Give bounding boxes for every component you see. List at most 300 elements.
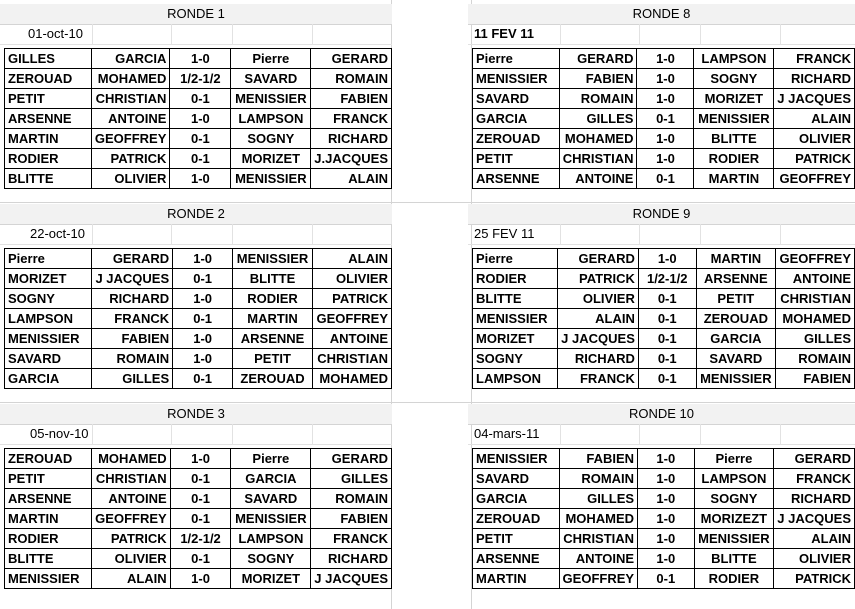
round-date: 22-oct-10 bbox=[30, 226, 85, 241]
round-block bbox=[468, 4, 855, 200]
player-first-name[interactable]: GERARD bbox=[559, 49, 637, 69]
player-last-name[interactable]: MENISSIER bbox=[473, 69, 560, 89]
games-table bbox=[472, 448, 855, 589]
game-row bbox=[473, 569, 855, 589]
player-last-name[interactable]: GARCIA bbox=[473, 109, 560, 129]
opponent-last-name[interactable]: MARTIN bbox=[696, 249, 776, 269]
player-first-name[interactable]: ANTOINE bbox=[559, 169, 637, 189]
player-first-name[interactable]: GILLES bbox=[559, 489, 638, 509]
grid-line bbox=[639, 224, 640, 244]
player-last-name[interactable]: MARTIN bbox=[5, 509, 92, 529]
opponent-first-name[interactable]: GILLES bbox=[311, 469, 392, 489]
player-last-name[interactable]: RODIER bbox=[5, 149, 92, 169]
games-table bbox=[472, 48, 855, 189]
player-last-name[interactable]: GILLES bbox=[5, 49, 92, 69]
player-last-name[interactable]: BLITTE bbox=[473, 289, 558, 309]
opponent-last-name[interactable]: RODIER bbox=[694, 149, 774, 169]
grid-line bbox=[232, 24, 233, 44]
opponent-first-name[interactable]: CHRISTIAN bbox=[776, 289, 855, 309]
player-last-name[interactable]: ARSENNE bbox=[5, 109, 92, 129]
player-first-name[interactable]: GARCIA bbox=[91, 49, 170, 69]
opponent-first-name[interactable]: FABIEN bbox=[776, 369, 855, 389]
opponent-last-name[interactable]: MENISSIER bbox=[694, 529, 774, 549]
opponent-last-name[interactable]: PETIT bbox=[233, 349, 313, 369]
game-score[interactable]: 1-0 bbox=[637, 89, 694, 109]
grid-line bbox=[232, 224, 233, 244]
opponent-last-name[interactable]: SOGNY bbox=[231, 129, 311, 149]
opponent-first-name[interactable]: ALAIN bbox=[311, 169, 392, 189]
game-row bbox=[5, 449, 392, 469]
player-first-name[interactable]: PATRICK bbox=[92, 529, 171, 549]
player-last-name[interactable]: MORIZET bbox=[5, 269, 92, 289]
opponent-first-name[interactable]: RICHARD bbox=[311, 549, 392, 569]
game-score[interactable]: 1-0 bbox=[637, 49, 694, 69]
opponent-first-name[interactable]: FRANCK bbox=[774, 49, 855, 69]
game-row bbox=[473, 109, 855, 129]
player-last-name[interactable]: MENISSIER bbox=[5, 569, 92, 589]
game-row bbox=[473, 349, 855, 369]
opponent-first-name[interactable]: RICHARD bbox=[774, 489, 855, 509]
player-last-name[interactable]: BLITTE bbox=[5, 549, 92, 569]
game-row bbox=[473, 369, 855, 389]
game-row bbox=[473, 529, 855, 549]
player-first-name[interactable]: ANTOINE bbox=[559, 549, 638, 569]
player-last-name[interactable]: BLITTE bbox=[5, 169, 92, 189]
opponent-last-name[interactable]: GARCIA bbox=[696, 329, 776, 349]
player-last-name[interactable]: LAMPSON bbox=[5, 309, 92, 329]
opponent-first-name[interactable]: FRANCK bbox=[311, 529, 392, 549]
opponent-last-name[interactable]: GARCIA bbox=[231, 469, 311, 489]
game-row bbox=[5, 249, 392, 269]
player-first-name[interactable]: OLIVIER bbox=[558, 289, 639, 309]
player-last-name[interactable]: ZEROUAD bbox=[473, 129, 560, 149]
game-score[interactable]: 1/2-1/2 bbox=[170, 529, 231, 549]
game-score[interactable]: 0-1 bbox=[638, 289, 696, 309]
game-row bbox=[5, 529, 392, 549]
player-first-name[interactable]: FABIEN bbox=[559, 449, 638, 469]
game-row bbox=[5, 109, 392, 129]
game-score[interactable]: 1-0 bbox=[638, 449, 694, 469]
player-last-name[interactable]: ARSENNE bbox=[5, 489, 92, 509]
date-row bbox=[468, 224, 855, 245]
player-first-name[interactable]: ROMAIN bbox=[92, 349, 173, 369]
opponent-last-name[interactable]: RODIER bbox=[694, 569, 774, 589]
opponent-first-name[interactable]: GEOFFREY bbox=[774, 169, 855, 189]
game-score[interactable]: 0-1 bbox=[170, 149, 231, 169]
opponent-first-name[interactable]: OLIVIER bbox=[774, 549, 855, 569]
game-score[interactable]: 0-1 bbox=[170, 509, 231, 529]
game-row bbox=[5, 369, 392, 389]
opponent-first-name[interactable]: FRANCK bbox=[311, 109, 392, 129]
opponent-last-name[interactable]: MORIZET bbox=[231, 149, 311, 169]
game-row bbox=[5, 89, 392, 109]
game-row bbox=[473, 509, 855, 529]
opponent-first-name[interactable]: ANTOINE bbox=[313, 329, 392, 349]
game-score[interactable]: 0-1 bbox=[638, 309, 696, 329]
player-first-name[interactable]: MOHAMED bbox=[559, 129, 637, 149]
date-row bbox=[468, 424, 855, 445]
grid-line bbox=[92, 224, 93, 244]
player-first-name[interactable]: GERARD bbox=[558, 249, 639, 269]
player-first-name[interactable]: FRANCK bbox=[558, 369, 639, 389]
round-block bbox=[468, 204, 855, 400]
opponent-first-name[interactable]: J JACQUES bbox=[311, 569, 392, 589]
grid-line bbox=[171, 224, 172, 244]
opponent-first-name[interactable]: J JACQUES bbox=[774, 89, 855, 109]
opponent-first-name[interactable]: J JACQUES bbox=[774, 509, 855, 529]
opponent-first-name[interactable]: MOHAMED bbox=[776, 309, 855, 329]
round-date: 04-mars-11 bbox=[474, 426, 540, 441]
game-row bbox=[5, 329, 392, 349]
player-first-name[interactable]: PATRICK bbox=[558, 269, 639, 289]
date-row bbox=[0, 424, 392, 445]
game-row bbox=[473, 329, 855, 349]
game-row bbox=[473, 469, 855, 489]
opponent-last-name[interactable]: SAVARD bbox=[231, 69, 311, 89]
player-first-name[interactable]: GEOFFREY bbox=[559, 569, 638, 589]
opponent-first-name[interactable]: ALAIN bbox=[774, 529, 855, 549]
grid-line bbox=[780, 424, 781, 444]
opponent-last-name[interactable]: BLITTE bbox=[694, 129, 774, 149]
game-score[interactable]: 1-0 bbox=[173, 349, 233, 369]
player-last-name[interactable]: Pierre bbox=[5, 249, 92, 269]
game-score[interactable]: 0-1 bbox=[638, 349, 696, 369]
opponent-last-name[interactable]: MENISSIER bbox=[231, 509, 311, 529]
game-score[interactable]: 1-0 bbox=[638, 509, 694, 529]
opponent-last-name[interactable]: Pierre bbox=[231, 449, 311, 469]
grid-line bbox=[92, 24, 93, 44]
player-first-name[interactable]: ROMAIN bbox=[559, 469, 638, 489]
opponent-last-name[interactable]: PETIT bbox=[696, 289, 776, 309]
round-date: 01-oct-10 bbox=[28, 26, 83, 41]
grid-line bbox=[639, 24, 640, 44]
opponent-first-name[interactable]: GERARD bbox=[311, 49, 392, 69]
player-first-name[interactable]: ALAIN bbox=[92, 569, 171, 589]
opponent-first-name[interactable]: ROMAIN bbox=[311, 489, 392, 509]
opponent-last-name[interactable]: MARTIN bbox=[694, 169, 774, 189]
opponent-first-name[interactable]: ROMAIN bbox=[776, 349, 855, 369]
game-score[interactable]: 0-1 bbox=[170, 89, 231, 109]
game-row bbox=[473, 49, 855, 69]
game-score[interactable]: 1-0 bbox=[637, 69, 694, 89]
opponent-first-name[interactable]: OLIVIER bbox=[774, 129, 855, 149]
player-first-name[interactable]: RICHARD bbox=[92, 289, 173, 309]
games-table bbox=[4, 448, 392, 589]
date-row bbox=[468, 24, 855, 45]
player-last-name[interactable]: SAVARD bbox=[5, 349, 92, 369]
grid-line bbox=[312, 224, 313, 244]
game-score[interactable]: 1-0 bbox=[638, 489, 694, 509]
game-row bbox=[5, 49, 392, 69]
opponent-last-name[interactable]: MENISSIER bbox=[694, 109, 774, 129]
opponent-last-name[interactable]: MENISSIER bbox=[233, 249, 313, 269]
game-score[interactable]: 1-0 bbox=[638, 529, 694, 549]
game-row bbox=[5, 469, 392, 489]
opponent-last-name[interactable]: Pierre bbox=[694, 449, 774, 469]
player-first-name[interactable]: ALAIN bbox=[558, 309, 639, 329]
round-title: RONDE 3 bbox=[0, 404, 392, 425]
round-title: RONDE 8 bbox=[468, 4, 855, 25]
game-score[interactable]: 1-0 bbox=[637, 129, 694, 149]
opponent-last-name[interactable]: MORIZEZT bbox=[694, 509, 774, 529]
game-row bbox=[473, 489, 855, 509]
player-last-name[interactable]: ARSENNE bbox=[473, 169, 560, 189]
game-score[interactable]: 0-1 bbox=[637, 109, 694, 129]
round-date: 05-nov-10 bbox=[30, 426, 89, 441]
player-last-name[interactable]: LAMPSON bbox=[473, 369, 558, 389]
game-score[interactable]: 1-0 bbox=[173, 289, 233, 309]
opponent-first-name[interactable]: GEOFFREY bbox=[776, 249, 855, 269]
game-score[interactable]: 0-1 bbox=[170, 489, 231, 509]
player-last-name[interactable]: ZEROUAD bbox=[473, 509, 560, 529]
game-row bbox=[5, 69, 392, 89]
opponent-last-name[interactable]: LAMPSON bbox=[694, 49, 774, 69]
game-score[interactable]: 0-1 bbox=[638, 329, 696, 349]
opponent-first-name[interactable]: FABIEN bbox=[311, 89, 392, 109]
player-last-name[interactable]: ZEROUAD bbox=[5, 69, 92, 89]
game-score[interactable]: 0-1 bbox=[638, 569, 694, 589]
player-first-name[interactable]: FABIEN bbox=[559, 69, 637, 89]
player-first-name[interactable]: ROMAIN bbox=[559, 89, 637, 109]
opponent-first-name[interactable]: PATRICK bbox=[774, 149, 855, 169]
date-row bbox=[0, 224, 392, 245]
player-last-name[interactable]: PETIT bbox=[5, 89, 92, 109]
opponent-last-name[interactable]: SOGNY bbox=[231, 549, 311, 569]
game-score[interactable]: 0-1 bbox=[170, 469, 231, 489]
player-first-name[interactable]: MOHAMED bbox=[91, 69, 170, 89]
player-first-name[interactable]: J JACQUES bbox=[558, 329, 639, 349]
game-row bbox=[5, 569, 392, 589]
grid-line bbox=[560, 224, 561, 244]
opponent-first-name[interactable]: ALAIN bbox=[313, 249, 392, 269]
grid-line bbox=[700, 24, 701, 44]
game-score[interactable]: 1/2-1/2 bbox=[638, 269, 696, 289]
grid-line bbox=[312, 424, 313, 444]
player-first-name[interactable]: FRANCK bbox=[92, 309, 173, 329]
opponent-last-name[interactable]: RODIER bbox=[233, 289, 313, 309]
opponent-first-name[interactable]: GILLES bbox=[776, 329, 855, 349]
game-row bbox=[473, 69, 855, 89]
player-last-name[interactable]: PETIT bbox=[473, 529, 560, 549]
opponent-first-name[interactable]: CHRISTIAN bbox=[313, 349, 392, 369]
player-last-name[interactable]: Pierre bbox=[473, 249, 558, 269]
player-last-name[interactable]: MENISSIER bbox=[473, 309, 558, 329]
opponent-last-name[interactable]: MORIZET bbox=[694, 89, 774, 109]
opponent-last-name[interactable]: ZEROUAD bbox=[233, 369, 313, 389]
round-title: RONDE 9 bbox=[468, 204, 855, 225]
opponent-last-name[interactable]: ARSENNE bbox=[696, 269, 776, 289]
player-last-name[interactable]: GARCIA bbox=[5, 369, 92, 389]
player-first-name[interactable]: CHRISTIAN bbox=[559, 149, 637, 169]
opponent-last-name[interactable]: LAMPSON bbox=[231, 109, 311, 129]
games-table bbox=[4, 248, 392, 389]
player-last-name[interactable]: PETIT bbox=[473, 149, 560, 169]
grid-line bbox=[171, 24, 172, 44]
game-score[interactable]: 0-1 bbox=[638, 369, 696, 389]
game-score[interactable]: 0-1 bbox=[170, 549, 231, 569]
player-first-name[interactable]: GILLES bbox=[92, 369, 173, 389]
game-row bbox=[5, 489, 392, 509]
player-last-name[interactable]: ZEROUAD bbox=[5, 449, 92, 469]
game-score[interactable]: 0-1 bbox=[170, 129, 231, 149]
player-first-name[interactable]: MOHAMED bbox=[559, 509, 638, 529]
player-last-name[interactable]: MORIZET bbox=[473, 329, 558, 349]
player-first-name[interactable]: CHRISTIAN bbox=[559, 529, 638, 549]
opponent-last-name[interactable]: SOGNY bbox=[694, 489, 774, 509]
player-last-name[interactable]: RODIER bbox=[5, 529, 92, 549]
round-block bbox=[0, 404, 392, 600]
opponent-last-name[interactable]: BLITTE bbox=[233, 269, 313, 289]
player-first-name[interactable]: FABIEN bbox=[92, 329, 173, 349]
opponent-first-name[interactable]: FABIEN bbox=[311, 509, 392, 529]
opponent-last-name[interactable]: SAVARD bbox=[696, 349, 776, 369]
game-row bbox=[473, 549, 855, 569]
round-block bbox=[0, 4, 392, 200]
grid-line bbox=[312, 24, 313, 44]
player-last-name[interactable]: MENISSIER bbox=[5, 329, 92, 349]
round-title: RONDE 1 bbox=[0, 4, 392, 25]
opponent-last-name[interactable]: MENISSIER bbox=[696, 369, 776, 389]
opponent-first-name[interactable]: PATRICK bbox=[313, 289, 392, 309]
games-table bbox=[4, 48, 392, 189]
opponent-last-name[interactable]: ZEROUAD bbox=[696, 309, 776, 329]
opponent-first-name[interactable]: PATRICK bbox=[774, 569, 855, 589]
game-score[interactable]: 0-1 bbox=[173, 369, 233, 389]
row-separator bbox=[0, 202, 855, 203]
player-first-name[interactable]: PATRICK bbox=[91, 149, 170, 169]
player-last-name[interactable]: Pierre bbox=[473, 49, 560, 69]
player-first-name[interactable]: J JACQUES bbox=[92, 269, 173, 289]
opponent-last-name[interactable]: LAMPSON bbox=[694, 469, 774, 489]
player-first-name[interactable]: GEOFFREY bbox=[92, 509, 171, 529]
player-last-name[interactable]: MARTIN bbox=[5, 129, 92, 149]
game-score[interactable]: 1-0 bbox=[170, 449, 231, 469]
game-row bbox=[473, 89, 855, 109]
opponent-last-name[interactable]: BLITTE bbox=[694, 549, 774, 569]
opponent-first-name[interactable]: MOHAMED bbox=[313, 369, 392, 389]
game-score[interactable]: 1-0 bbox=[637, 149, 694, 169]
row-separator bbox=[0, 402, 855, 403]
game-row bbox=[473, 249, 855, 269]
opponent-first-name[interactable]: FRANCK bbox=[774, 469, 855, 489]
player-first-name[interactable]: MOHAMED bbox=[92, 449, 171, 469]
opponent-first-name[interactable]: OLIVIER bbox=[313, 269, 392, 289]
player-last-name[interactable]: MENISSIER bbox=[473, 449, 560, 469]
round-block bbox=[468, 404, 855, 600]
date-row bbox=[0, 24, 392, 45]
round-date: 11 FEV 11 bbox=[474, 26, 534, 41]
game-row bbox=[5, 169, 392, 189]
grid-line bbox=[232, 424, 233, 444]
game-row bbox=[5, 269, 392, 289]
player-first-name[interactable]: OLIVIER bbox=[92, 549, 171, 569]
game-row bbox=[473, 309, 855, 329]
game-row bbox=[5, 549, 392, 569]
player-first-name[interactable]: OLIVIER bbox=[91, 169, 170, 189]
game-score[interactable]: 1-0 bbox=[173, 249, 233, 269]
player-last-name[interactable]: SAVARD bbox=[473, 469, 560, 489]
opponent-first-name[interactable]: ANTOINE bbox=[776, 269, 855, 289]
game-row bbox=[473, 169, 855, 189]
grid-line bbox=[560, 24, 561, 44]
game-score[interactable]: 1-0 bbox=[638, 469, 694, 489]
opponent-last-name[interactable]: MARTIN bbox=[233, 309, 313, 329]
opponent-last-name[interactable]: Pierre bbox=[231, 49, 311, 69]
player-last-name[interactable]: MARTIN bbox=[473, 569, 560, 589]
player-first-name[interactable]: CHRISTIAN bbox=[92, 469, 171, 489]
grid-line bbox=[171, 424, 172, 444]
player-first-name[interactable]: GERARD bbox=[92, 249, 173, 269]
opponent-first-name[interactable]: GEOFFREY bbox=[313, 309, 392, 329]
player-last-name[interactable]: SOGNY bbox=[5, 289, 92, 309]
game-score[interactable]: 1-0 bbox=[638, 549, 694, 569]
opponent-last-name[interactable]: MENISSIER bbox=[231, 89, 311, 109]
round-title: RONDE 10 bbox=[468, 404, 855, 425]
grid-line bbox=[639, 424, 640, 444]
round-title: RONDE 2 bbox=[0, 204, 392, 225]
round-date: 25 FEV 11 bbox=[474, 226, 535, 241]
opponent-last-name[interactable]: ARSENNE bbox=[233, 329, 313, 349]
opponent-first-name[interactable]: GERARD bbox=[774, 449, 855, 469]
game-score[interactable]: 1-0 bbox=[638, 249, 696, 269]
game-score[interactable]: 1-0 bbox=[170, 169, 231, 189]
player-last-name[interactable]: GARCIA bbox=[473, 489, 560, 509]
player-last-name[interactable]: SOGNY bbox=[473, 349, 558, 369]
opponent-last-name[interactable]: MENISSIER bbox=[231, 169, 311, 189]
player-first-name[interactable]: GEOFFREY bbox=[91, 129, 170, 149]
opponent-first-name[interactable]: ROMAIN bbox=[311, 69, 392, 89]
player-last-name[interactable]: PETIT bbox=[5, 469, 92, 489]
opponent-first-name[interactable]: J.JACQUES bbox=[311, 149, 392, 169]
opponent-last-name[interactable]: SOGNY bbox=[694, 69, 774, 89]
player-last-name[interactable]: SAVARD bbox=[473, 89, 560, 109]
player-first-name[interactable]: RICHARD bbox=[558, 349, 639, 369]
game-row bbox=[5, 349, 392, 369]
round-block bbox=[0, 204, 392, 400]
opponent-last-name[interactable]: MORIZET bbox=[231, 569, 311, 589]
opponent-last-name[interactable]: SAVARD bbox=[231, 489, 311, 509]
player-last-name[interactable]: ARSENNE bbox=[473, 549, 560, 569]
game-score[interactable]: 1-0 bbox=[173, 329, 233, 349]
game-row bbox=[473, 449, 855, 469]
grid-line bbox=[560, 424, 561, 444]
grid-line bbox=[700, 224, 701, 244]
game-row bbox=[473, 289, 855, 309]
opponent-first-name[interactable]: RICHARD bbox=[774, 69, 855, 89]
opponent-first-name[interactable]: GERARD bbox=[311, 449, 392, 469]
opponent-first-name[interactable]: RICHARD bbox=[311, 129, 392, 149]
game-score[interactable]: 1-0 bbox=[170, 109, 231, 129]
grid-line bbox=[92, 424, 93, 444]
player-first-name[interactable]: CHRISTIAN bbox=[91, 89, 170, 109]
player-last-name[interactable]: RODIER bbox=[473, 269, 558, 289]
game-score[interactable]: 1-0 bbox=[170, 569, 231, 589]
grid-line bbox=[780, 24, 781, 44]
opponent-last-name[interactable]: LAMPSON bbox=[231, 529, 311, 549]
player-first-name[interactable]: ANTOINE bbox=[91, 109, 170, 129]
game-score[interactable]: 0-1 bbox=[173, 269, 233, 289]
game-score[interactable]: 1-0 bbox=[170, 49, 231, 69]
game-score[interactable]: 0-1 bbox=[637, 169, 694, 189]
grid-line bbox=[700, 424, 701, 444]
opponent-first-name[interactable]: ALAIN bbox=[774, 109, 855, 129]
player-first-name[interactable]: GILLES bbox=[559, 109, 637, 129]
player-first-name[interactable]: ANTOINE bbox=[92, 489, 171, 509]
game-row bbox=[5, 509, 392, 529]
games-table bbox=[472, 248, 855, 389]
game-score[interactable]: 1/2-1/2 bbox=[170, 69, 231, 89]
game-score[interactable]: 0-1 bbox=[173, 309, 233, 329]
